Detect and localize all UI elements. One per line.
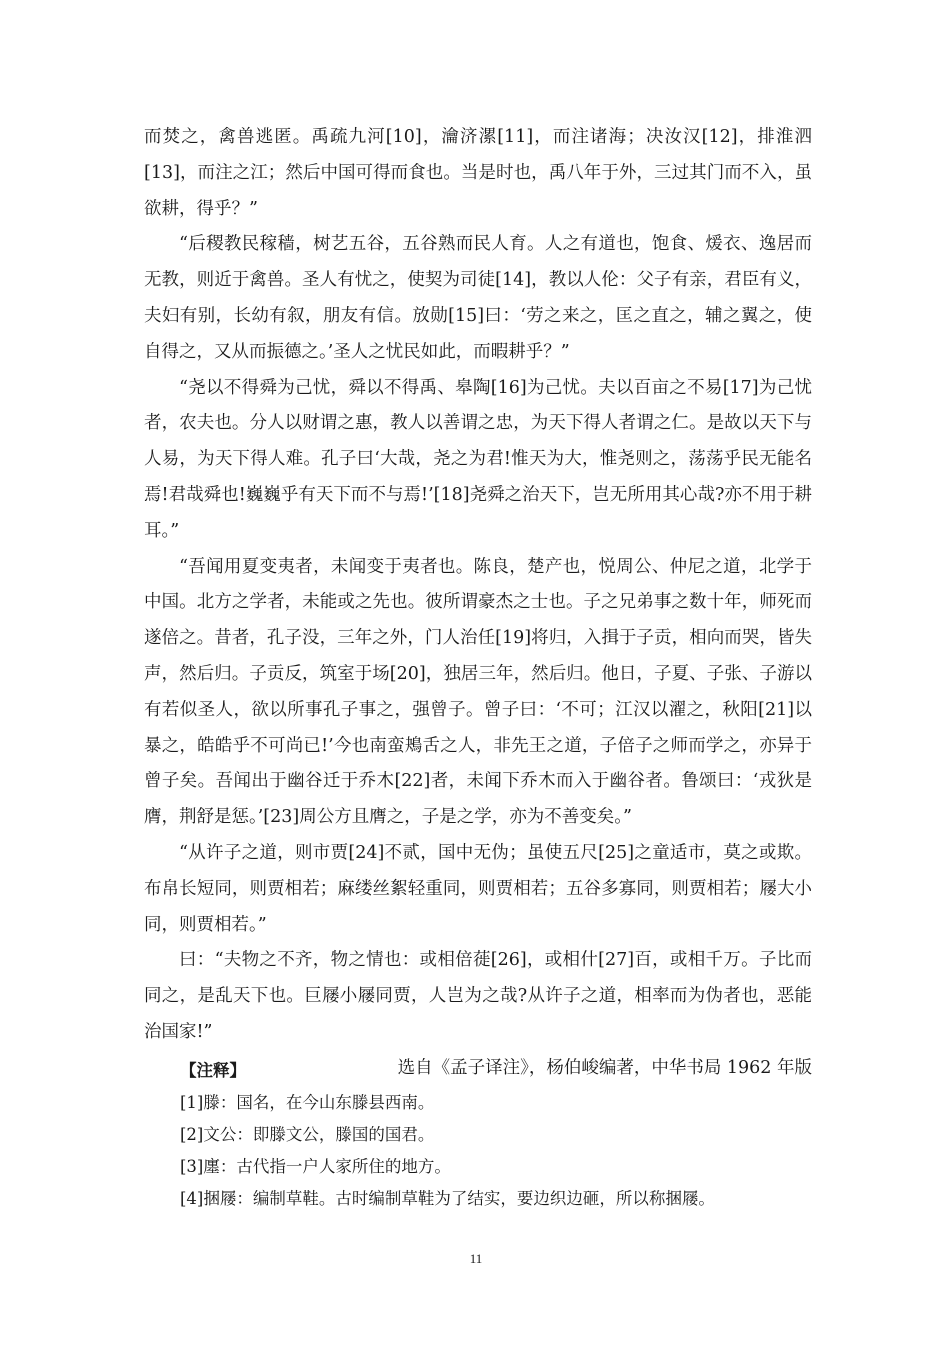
main-text bbox=[144, 120, 812, 1087]
paragraph-xuzi-market: “从许子之道，则市贾[24]不贰，国中无伪；虽使五尺[25]之童适市，莫之或欺。布帛长短同，则贾相若；麻缕丝絮轻重同，则贾相若；五谷多寡同，则贾相若；屦大小同，则贾相若。” bbox=[144, 842, 812, 935]
paragraph-continuation: 而焚之，禽兽逃匿。禹疏九河[10]，瀹济漯[11]，而注诸海；决汝汉[12]，排淮泗[13]，而注之江；然后中国可得而食也。当是时也，禹八年于外，三过其门而不入，虽欲耕，得乎？” bbox=[144, 127, 812, 219]
paragraph-reply: 曰：“夫物之不齐，物之情也：或相倍蓰[26]，或相什[27]百，或相千万。子比而同之，是乱天下也。巨屦小屦同贾，人岂为之哉?从许子之道，相率而为伪者也，恶能治国家!” bbox=[144, 950, 812, 1042]
source-citation: 选自《孟子译注》，杨伯峻编著，中华书局 1962 年版 bbox=[397, 1057, 812, 1078]
notes-title: 【注释】 bbox=[180, 1061, 246, 1080]
paragraph-xia-yi: “吾闻用夏变夷者，未闻变于夷者也。陈良，楚产也，悦周公、仲尼之道，北学于中国。北方之学者，未能或之先也。彼所谓豪杰之士也。子之兄弟事之数十年，师死而遂倍之。昔者，孔子没，三年之外，门人治任[19]将归，入揖于子贡，相向而哭，皆失声，然后归。子贡反，筑室于场[20]，独居三年，然后归。他日，子夏、子张、子游以有若似圣人，欲以所事孔子事之，强曾子。曾子曰：‘不可；江汉以濯之，秋阳[21]以暴之，皓皓乎不可尚已!’今也南蛮鴂舌之人，非先王之道，子倍子之师而学之，亦异于曾子矣。吾闻出于幽谷迁于乔木[22]者，未闻下乔木而入于幽谷者。鲁颂曰：‘戎狄是膺，荆舒是惩。’[23]周公方且膺之，子是之学，亦为不善变矣。” bbox=[144, 556, 812, 828]
note-item: [2]文公：即滕文公，滕国的国君。 bbox=[180, 1125, 435, 1144]
note-item: [1]滕：国名，在今山东滕县西南。 bbox=[180, 1093, 435, 1112]
notes-section bbox=[180, 1055, 820, 1215]
page-number: 11 bbox=[469, 1251, 483, 1266]
note-item: [3]廛：古代指一户人家所住的地方。 bbox=[180, 1157, 451, 1176]
paragraph-yao-shun: “尧以不得舜为己忧，舜以不得禹、皋陶[16]为己忧。夫以百亩之不易[17]为己忧者，农夫也。分人以财谓之惠，教人以善谓之忠，为天下得人者谓之仁。是故以天下与人易，为天下得人难。孔子曰‘大哉，尧之为君!惟天为大，惟尧则之，荡荡乎民无能名焉!君哉舜也!巍巍乎有天下而不与焉!’[18]尧舜之治天下，岂无所用其心哉?亦不用于耕耳。” bbox=[144, 377, 812, 541]
paragraph-houji: “后稷教民稼穑，树艺五谷，五谷熟而民人育。人之有道也，饱食、煖衣、逸居而无教，则近于禽兽。圣人有忧之，使契为司徒[14]，教以人伦：父子有亲，君臣有义，夫妇有别，长幼有叙，朋友有信。放勋[15]曰：‘劳之来之，匡之直之，辅之翼之，使自得之，又从而振德之。’圣人之忧民如此，而暇耕乎？” bbox=[144, 234, 812, 362]
note-item: [4]捆屦：编制草鞋。古时编制草鞋为了结实，要边织边砸，所以称捆屦。 bbox=[180, 1189, 715, 1208]
